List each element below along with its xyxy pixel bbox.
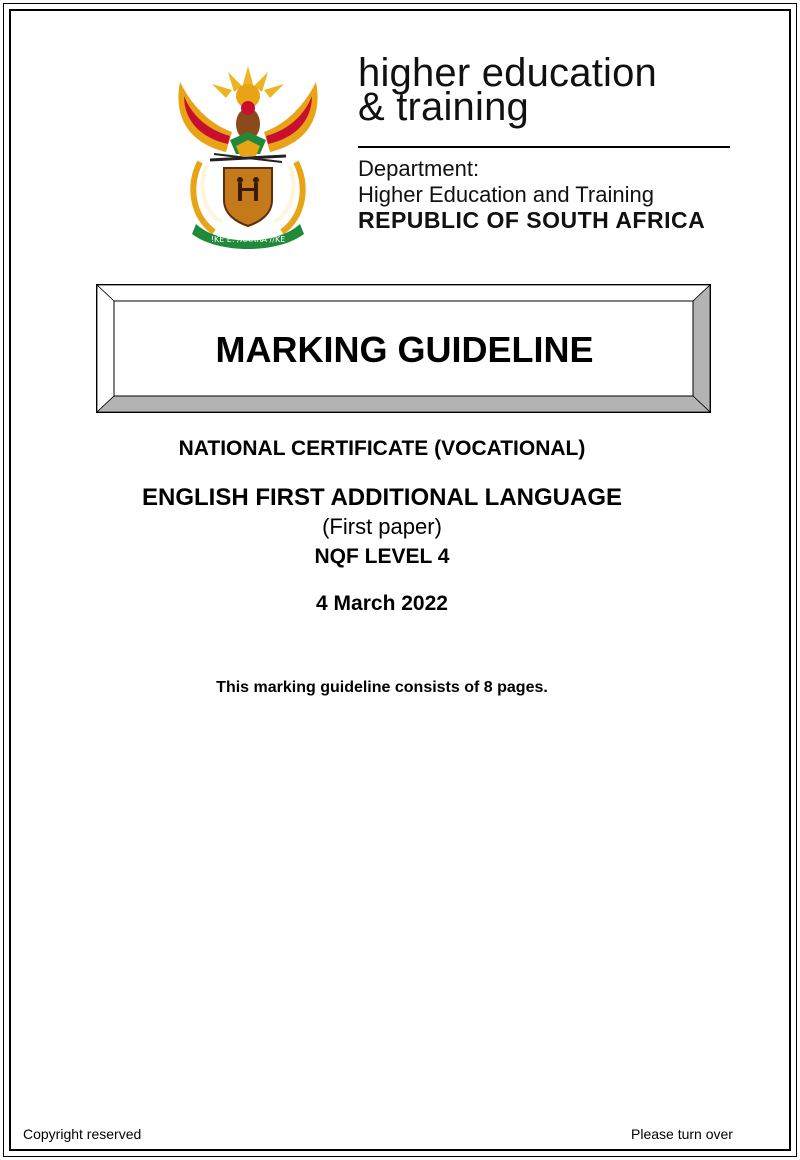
page-count-note: This marking guideline consists of 8 pages.: [216, 679, 548, 696]
brand-line-1: higher education: [358, 51, 657, 95]
coat-of-arms-motto: !KE E: /XARRA //KE: [210, 235, 286, 244]
exam-date: 4 March 2022: [316, 592, 448, 615]
footer-turn-over: Please turn over: [631, 1126, 733, 1142]
title-box: [96, 284, 711, 413]
paper-label: (First paper): [322, 514, 442, 539]
certificate-heading: NATIONAL CERTIFICATE (VOCATIONAL): [178, 437, 586, 460]
department-label: Department:: [358, 156, 480, 181]
nqf-level: NQF LEVEL 4: [314, 545, 450, 568]
document-title: MARKING GUIDELINE: [215, 328, 594, 370]
subject-heading: ENGLISH FIRST ADDITIONAL LANGUAGE: [142, 484, 622, 511]
department-name: Higher Education and Training: [358, 182, 654, 207]
country-name: REPUBLIC OF SOUTH AFRICA: [358, 207, 706, 233]
footer-copyright: Copyright reserved: [23, 1126, 142, 1142]
brand-divider: [358, 146, 730, 148]
department-branding: [358, 51, 738, 233]
coat-of-arms-logo: [170, 62, 326, 250]
brand-line-2: & training: [358, 85, 529, 129]
